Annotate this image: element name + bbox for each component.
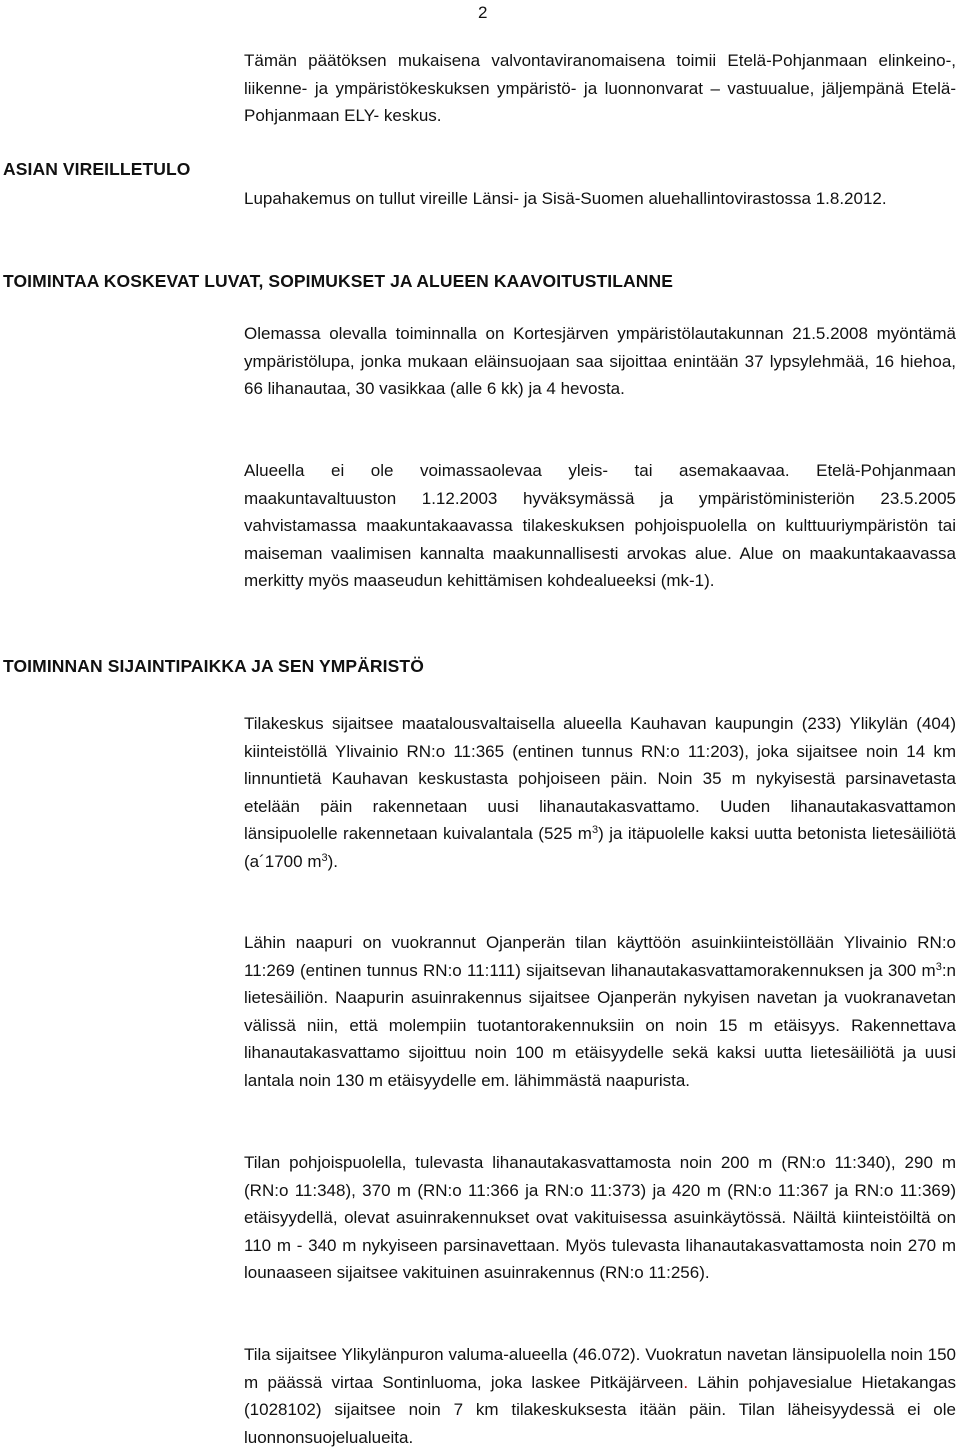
sijainti-p2-text-b: :n lietesäiliön. Naapurin asuinrakennus sijaitsee Ojanperän nykyisen navetan ja vuokranavetan välissä niin, että molempiin tuotantorakennuksiin on noin 15 m etäisyys. Rakennettava lihanautakasvattamo sijoittuu noin 100 m etäisyydelle sekä kaksi uutta lietesäiliötä ja uusi lantala noin 130 m etäisyydelle em. lähimmästä naapurista. [244,960,956,1090]
intro-paragraph: Tämän päätöksen mukaisena valvontaviranomaisena toimii Etelä-Pohjanmaan elinkeino-, liikenne- ja ympäristökeskuksen ympäristö- ja luonnonvarat – vastuualue, jäljempänä Etelä-Pohjanmaan ELY- keskus. [244,51,956,126]
sijainti-p1-sup-2: 3 [321,851,328,864]
luvat-paragraph-1: Olemassa olevalla toiminnalla on Kortesjärven ympäristölautakunnan 21.5.2008 myöntämä ympäristölupa, jonka mukaan eläinsuojaan saa sijoittaa enintään 37 lypsylehmää, 16 hiehoa, 66 lihanautaa, 30 vasikkaa (alle 6 kk) ja 4 hevosta. [244,324,956,399]
sijainti-p2-text-a: Lähin naapuri on vuokrannut Ojanperän tilan käyttöön asuinkiinteistöllään Ylivainio RN:o 11:269 (entinen tunnus RN:o 11:111) sijaitsevan lihanautakasvattamorakennuksen ja 300 m [244,933,956,980]
heading-vireilletulo: ASIAN VIREILLETULO [3,159,191,179]
luvat-paragraph-2: Alueella ei ole voimassaolevaa yleis- tai asemakaavaa. Etelä-Pohjanmaan maakuntavaltuuston 1.12.2003 hyväksymässä ja ympäristöministeriön 23.5.2005 vahvistamassa maakuntakaavassa tilakeskuksen pohjoispuolella on kulttuuriympäristön tai maiseman vaalimisen kannalta maakunnallisesti arvokas alue. Alue on maakuntakaavassa merkitty myös maaseudun kehittämisen kohdealueeksi (mk-1). [244,461,956,591]
sijainti-p1-text-c: ). [327,851,338,871]
vireilletulo-paragraph: Lupahakemus on tullut vireille Länsi- ja Sisä-Suomen aluehallintovirastossa 1.8.2012. [244,189,887,208]
sijainti-p4-text-b: Lähin pohjavesialue Hietakangas (1028102) sijaitsee noin 7 km tilakeskuksesta itään päin. Tilan läheisyydessä ei ole luonnonsuojelualueita. [244,1372,956,1447]
sijainti-paragraph-1 [244,710,956,876]
sijainti-p1-sup-1: 3 [591,824,599,837]
page-number: 2 [478,3,488,22]
sijainti-p1-text-b: ) ja itäpuolelle kaksi uutta betonista lietesäiliötä (a´1700 m [244,824,956,871]
sijainti-paragraph-3: Tilan pohjoispuolella, tulevasta lihanautakasvattamosta noin 200 m (RN:o 11:340), 290 m (RN:o 11:348), 370 m (RN:o 11:366 ja RN:o 11:373) ja 420 m (RN:o 11:367 ja RN:o 11:369) etäisyydellä, olevat asuinrakennukset ovat vakituisessa asuinkäytössä. Näiltä kiinteistöiltä on 110 m - 340 m nykyiseen parsinavettaan. Myös tulevasta lihanautakasvattamosta noin 270 m lounaaseen sijaitsee vakituinen asuinrakennus (RN:o 11:256). [244,1153,956,1283]
sijainti-p4-red-period: . [683,1372,689,1392]
sijainti-p4-text-a: Tila sijaitsee Ylikylänpuron valuma-alueella (46.072). Vuokratun navetan länsipuolella noin 150 m päässä virtaa Sontinluoma, joka laskee Pitkäjärveen [244,1345,956,1392]
heading-sijainti: TOIMINNAN SIJAINTIPAIKKA JA SEN YMPÄRISTÖ [3,656,424,676]
sijainti-p1-text-a: Tilakeskus sijaitsee maatalousvaltaisella alueella Kauhavan kaupungin (233) Ylikylän (404) kiinteistöllä Ylivainio RN:o 11:365 (entinen tunnus RN:o 11:203), joka sijaitsee noin 14 km linnuntietä Kauhavan keskustasta pohjoiseen päin. Noin 35 m nykyisestä parsinavetasta etelään päin rakennetaan uusi lihanautakasvattamo. Uuden lihanautakasvattamon länsipuolelle rakennetaan kuivalantala (525 m [244,714,956,844]
sijainti-paragraph-2 [244,929,956,1095]
heading-luvat: TOIMINTAA KOSKEVAT LUVAT, SOPIMUKSET JA ALUEEN KAAVOITUSTILANNE [3,271,674,291]
sijainti-p2-sup: 3 [935,960,942,973]
sijainti-paragraph-4 [244,1341,956,1451]
